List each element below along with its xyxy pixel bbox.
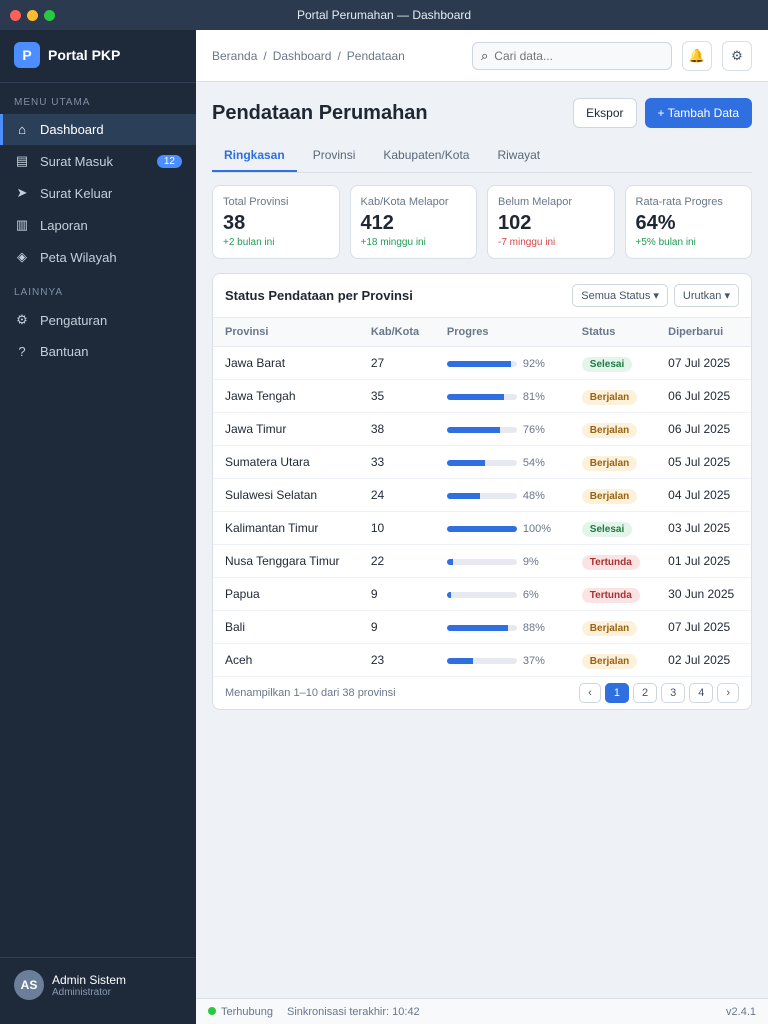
status-cell bbox=[570, 644, 656, 677]
progress-bar bbox=[447, 625, 517, 631]
progress-bar bbox=[447, 592, 517, 598]
province-name: Aceh bbox=[213, 644, 359, 677]
progress-cell bbox=[435, 578, 570, 611]
table-row[interactable] bbox=[213, 644, 751, 677]
column-header[interactable]: Diperbarui bbox=[656, 318, 751, 347]
window-title: Portal Perumahan — Dashboard bbox=[296, 8, 472, 22]
progress-percent: 81% bbox=[522, 391, 545, 403]
progress-bar bbox=[447, 460, 517, 466]
breadcrumb bbox=[212, 49, 462, 63]
user-name: Admin Sistem bbox=[52, 972, 127, 987]
stat-value: 64% bbox=[635, 212, 676, 234]
table-title: Status Pendataan per Provinsi bbox=[225, 288, 413, 303]
tab-bar bbox=[212, 140, 752, 173]
connection-ok-icon bbox=[208, 1007, 216, 1015]
brand-name: Portal PKP bbox=[48, 47, 121, 63]
sidebar-item-label: Surat Keluar bbox=[40, 185, 113, 201]
table-row[interactable] bbox=[213, 611, 751, 644]
brand-logo: P bbox=[14, 42, 40, 68]
tab-provinsi[interactable]: Provinsi bbox=[312, 148, 356, 162]
status-cell bbox=[570, 446, 656, 479]
progress-bar bbox=[447, 526, 517, 532]
updated-date: 07 Jul 2025 bbox=[656, 611, 751, 644]
updated-date: 05 Jul 2025 bbox=[656, 446, 751, 479]
status-badge: Tertunda bbox=[582, 588, 640, 603]
regency-count: 10 bbox=[359, 512, 435, 545]
sidebar bbox=[0, 30, 196, 1024]
avatar: AS bbox=[14, 970, 44, 1000]
regency-count: 22 bbox=[359, 545, 435, 578]
page-button[interactable]: 4 bbox=[689, 683, 713, 703]
tab-riwayat[interactable]: Riwayat bbox=[497, 148, 541, 162]
search-input[interactable] bbox=[494, 49, 663, 63]
status-cell bbox=[570, 413, 656, 446]
progress-cell bbox=[435, 479, 570, 512]
sync-status: Sinkronisasi terakhir: 10:42 bbox=[287, 1005, 420, 1018]
table-row[interactable] bbox=[213, 545, 751, 578]
updated-date: 03 Jul 2025 bbox=[656, 512, 751, 545]
province-name: Papua bbox=[213, 578, 359, 611]
regency-count: 35 bbox=[359, 380, 435, 413]
sidebar-item-label: Laporan bbox=[40, 217, 88, 233]
progress-percent: 37% bbox=[522, 655, 545, 667]
progress-fill bbox=[447, 658, 473, 664]
stat-delta: -7 minggu ini bbox=[498, 237, 556, 248]
status-badge: Selesai bbox=[582, 357, 632, 372]
regency-count: 9 bbox=[359, 611, 435, 644]
progress-fill bbox=[447, 625, 509, 631]
notifications-button[interactable] bbox=[682, 41, 712, 71]
progress-cell bbox=[435, 512, 570, 545]
stat-label: Rata-rata Progres bbox=[635, 196, 723, 208]
page-button[interactable]: 2 bbox=[633, 683, 657, 703]
provinces-table bbox=[213, 318, 751, 677]
progress-bar bbox=[447, 394, 517, 400]
status-badge: Tertunda bbox=[582, 555, 640, 570]
progress-fill bbox=[447, 559, 453, 565]
progress-cell bbox=[435, 644, 570, 677]
status-cell bbox=[570, 545, 656, 578]
sidebar-item-laporan[interactable] bbox=[0, 209, 196, 241]
user-profile[interactable] bbox=[0, 957, 196, 1012]
progress-fill bbox=[447, 361, 511, 367]
updated-date: 07 Jul 2025 bbox=[656, 347, 751, 380]
progress-cell bbox=[435, 545, 570, 578]
page-button[interactable]: 3 bbox=[661, 683, 685, 703]
sidebar-item-label: Dashboard bbox=[40, 122, 104, 137]
updated-date: 02 Jul 2025 bbox=[656, 644, 751, 677]
page-button[interactable]: › bbox=[717, 683, 739, 703]
stat-label: Kab/Kota Melapor bbox=[360, 196, 449, 208]
updated-date: 30 Jun 2025 bbox=[656, 578, 751, 611]
sidebar-item-label: Surat Masuk bbox=[40, 153, 113, 169]
column-header[interactable]: Status bbox=[570, 318, 656, 347]
topbar bbox=[196, 30, 768, 82]
status-filter-dropdown[interactable]: Semua Status ▾ bbox=[572, 284, 668, 307]
settings-button[interactable] bbox=[722, 41, 752, 71]
add-data-button[interactable]: + Tambah Data bbox=[645, 98, 753, 128]
progress-bar bbox=[447, 427, 517, 433]
progress-cell bbox=[435, 611, 570, 644]
status-badge: Berjalan bbox=[582, 390, 637, 405]
stat-card bbox=[212, 185, 340, 259]
status-cell bbox=[570, 347, 656, 380]
progress-cell bbox=[435, 446, 570, 479]
updated-date: 04 Jul 2025 bbox=[656, 479, 751, 512]
stats-row bbox=[212, 185, 752, 259]
updated-date: 01 Jul 2025 bbox=[656, 545, 751, 578]
progress-percent: 100% bbox=[522, 523, 552, 535]
provinces-table-card bbox=[212, 273, 752, 710]
breadcrumb-item[interactable]: Dashboard bbox=[272, 48, 332, 63]
sort-dropdown[interactable]: Urutkan ▾ bbox=[674, 284, 739, 307]
table-row[interactable] bbox=[213, 512, 751, 545]
status-badge: Berjalan bbox=[582, 489, 637, 504]
status-cell bbox=[570, 479, 656, 512]
breadcrumb-separator: / bbox=[337, 48, 341, 63]
tab-ringkasan[interactable]: Ringkasan bbox=[212, 140, 297, 172]
regency-count: 23 bbox=[359, 644, 435, 677]
table-row[interactable] bbox=[213, 413, 751, 446]
progress-percent: 6% bbox=[522, 589, 539, 601]
status-badge: Berjalan bbox=[582, 654, 637, 669]
column-header[interactable]: Progres bbox=[435, 318, 570, 347]
breadcrumb-separator: / bbox=[263, 48, 267, 63]
stat-delta: +2 bulan ini bbox=[223, 237, 275, 248]
page-button[interactable]: ‹ bbox=[579, 683, 601, 703]
status-badge: Berjalan bbox=[582, 456, 637, 471]
sidebar-section-other: LAINNYA bbox=[14, 287, 64, 298]
progress-cell bbox=[435, 380, 570, 413]
sidebar-section-main: MENU UTAMA bbox=[14, 97, 91, 108]
breadcrumb-item: Pendataan bbox=[346, 48, 405, 63]
sidebar-item-pengaturan[interactable] bbox=[0, 304, 196, 336]
sidebar-item-label: Pengaturan bbox=[40, 312, 108, 328]
status-cell bbox=[570, 611, 656, 644]
gear-icon: ⚙ bbox=[16, 312, 28, 327]
maximize-window-button[interactable] bbox=[44, 10, 55, 21]
gear-icon: ⚙ bbox=[731, 47, 743, 63]
status-cell bbox=[570, 380, 656, 413]
sidebar-item-label: Peta Wilayah bbox=[40, 249, 117, 265]
sidebar-item-count: 12 bbox=[157, 155, 182, 168]
stat-value: 102 bbox=[498, 212, 532, 234]
province-name: Bali bbox=[213, 611, 359, 644]
stat-card bbox=[625, 185, 753, 259]
page-title: Pendataan Perumahan bbox=[212, 101, 428, 124]
regency-count: 33 bbox=[359, 446, 435, 479]
province-name: Sulawesi Selatan bbox=[213, 479, 359, 512]
progress-percent: 54% bbox=[522, 457, 545, 469]
help-icon: ? bbox=[18, 344, 26, 359]
search-icon: ⌕ bbox=[481, 47, 489, 63]
brand[interactable] bbox=[0, 42, 196, 83]
progress-percent: 48% bbox=[522, 490, 545, 502]
stat-label: Belum Melapor bbox=[498, 196, 572, 208]
province-name: Jawa Barat bbox=[213, 347, 359, 380]
progress-cell bbox=[435, 413, 570, 446]
stat-card bbox=[350, 185, 478, 259]
stat-value: 38 bbox=[223, 212, 246, 234]
province-name: Sumatera Utara bbox=[213, 446, 359, 479]
pagination-info: Menampilkan 1–10 dari 38 provinsi bbox=[225, 687, 396, 699]
page-button[interactable]: 1 bbox=[605, 683, 629, 703]
document-icon: ▤ bbox=[15, 153, 29, 168]
progress-percent: 88% bbox=[522, 622, 545, 634]
progress-cell bbox=[435, 347, 570, 380]
column-header[interactable]: Provinsi bbox=[213, 318, 359, 347]
progress-percent: 9% bbox=[522, 556, 539, 568]
chart-icon: ▥ bbox=[15, 217, 29, 232]
status-badge: Berjalan bbox=[582, 621, 637, 636]
window-controls bbox=[10, 10, 55, 21]
stat-card bbox=[487, 185, 615, 259]
minimize-window-button[interactable] bbox=[27, 10, 38, 21]
stat-value: 412 bbox=[360, 212, 394, 234]
map-icon: ◈ bbox=[17, 249, 27, 264]
progress-fill bbox=[447, 460, 485, 466]
status-cell bbox=[570, 512, 656, 545]
sidebar-item-dashboard[interactable] bbox=[0, 114, 196, 145]
progress-fill bbox=[447, 592, 451, 598]
regency-count: 27 bbox=[359, 347, 435, 380]
stat-delta: +5% bulan ini bbox=[635, 237, 696, 248]
progress-bar bbox=[447, 361, 517, 367]
table-row[interactable] bbox=[213, 380, 751, 413]
province-name: Jawa Timur bbox=[213, 413, 359, 446]
sidebar-item-surat-masuk[interactable] bbox=[0, 145, 196, 177]
progress-percent: 76% bbox=[522, 424, 545, 436]
sidebar-item-label: Bantuan bbox=[40, 344, 89, 359]
tab-kabupaten-kota[interactable]: Kabupaten/Kota bbox=[383, 148, 470, 162]
province-name: Nusa Tenggara Timur bbox=[213, 545, 359, 578]
progress-fill bbox=[447, 427, 500, 433]
search-box[interactable] bbox=[472, 42, 672, 70]
province-name: Kalimantan Timur bbox=[213, 512, 359, 545]
province-name: Jawa Tengah bbox=[213, 380, 359, 413]
stat-label: Total Provinsi bbox=[223, 196, 289, 208]
table-row[interactable] bbox=[213, 479, 751, 512]
status-badge: Selesai bbox=[582, 522, 632, 537]
table-row[interactable] bbox=[213, 578, 751, 611]
sidebar-item-peta-wilayah[interactable] bbox=[0, 241, 196, 273]
home-icon: ⌂ bbox=[18, 122, 26, 137]
progress-fill bbox=[447, 526, 517, 532]
column-header[interactable]: Kab/Kota bbox=[359, 318, 435, 347]
bell-icon: 🔔 bbox=[688, 47, 706, 63]
connection-status bbox=[208, 1006, 273, 1018]
progress-fill bbox=[447, 493, 481, 499]
updated-date: 06 Jul 2025 bbox=[656, 380, 751, 413]
sidebar-item-surat-keluar[interactable] bbox=[0, 177, 196, 209]
main-content bbox=[196, 82, 768, 998]
progress-bar bbox=[447, 493, 517, 499]
user-role: Administrator bbox=[52, 986, 111, 998]
table-row[interactable] bbox=[213, 446, 751, 479]
progress-fill bbox=[447, 394, 504, 400]
close-window-button[interactable] bbox=[10, 10, 21, 21]
breadcrumb-item[interactable]: Beranda bbox=[212, 48, 258, 63]
app-version: v2.4.1 bbox=[726, 1005, 756, 1018]
export-button[interactable]: Ekspor bbox=[573, 98, 636, 128]
stat-delta: +18 minggu ini bbox=[360, 237, 426, 248]
progress-bar bbox=[447, 559, 517, 565]
progress-bar bbox=[447, 658, 517, 664]
connection-status-label: Terhubung bbox=[221, 1005, 273, 1018]
updated-date: 06 Jul 2025 bbox=[656, 413, 751, 446]
regency-count: 24 bbox=[359, 479, 435, 512]
status-badge: Berjalan bbox=[582, 423, 637, 438]
status-cell bbox=[570, 578, 656, 611]
window-titlebar bbox=[0, 0, 768, 30]
regency-count: 38 bbox=[359, 413, 435, 446]
pagination bbox=[213, 677, 751, 709]
send-icon: ➤ bbox=[16, 185, 28, 200]
sidebar-item-bantuan[interactable] bbox=[0, 336, 196, 367]
regency-count: 9 bbox=[359, 578, 435, 611]
status-bar bbox=[196, 998, 768, 1024]
table-row[interactable] bbox=[213, 347, 751, 380]
progress-percent: 92% bbox=[522, 358, 545, 370]
